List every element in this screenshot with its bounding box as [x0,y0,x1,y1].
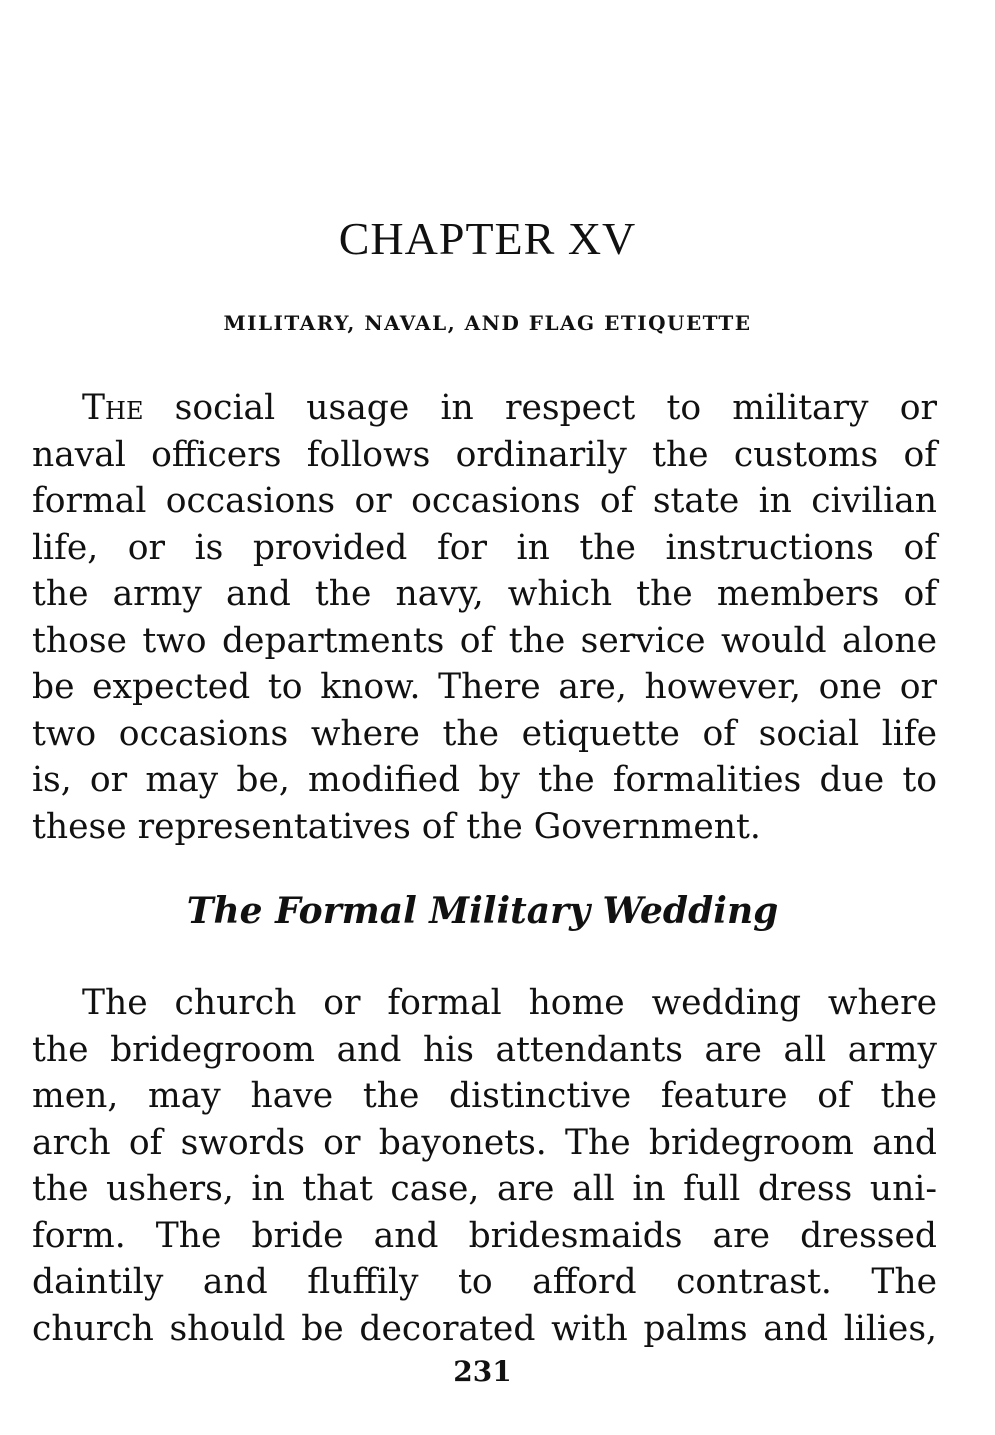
paragraph-line: is, or may be, modified by the formalities due to [32,760,937,800]
paragraph-line: form. The bride and bridesmaids are dressed [32,1215,937,1256]
paragraph-line: naval officers follows ordinarily the customs of [32,434,937,475]
paragraph-intro [32,385,937,850]
paragraph-line: those two departments of the service would alone [32,620,937,661]
paragraph-line: arch of swords or bayonets. The bridegroom and [32,1122,937,1163]
paragraph-line: men, may have the distinctive feature of the [32,1076,937,1116]
paragraph-line: church should be decorated with palms and lilies, [32,1308,937,1349]
paragraph-line: these representatives of the Government. [32,806,761,847]
paragraph-line [32,385,937,432]
paragraph-line: The church or formal home wedding where [82,983,937,1023]
paragraph-line: the army and the navy, which the members of [32,574,937,614]
page-number: 231 [453,1355,512,1388]
paragraph-line: be expected to know. There are, however, one or [32,667,937,707]
chapter-title: CHAPTER XV [338,213,637,264]
paragraph-line: formal occasions or occasions of state in civilian [32,481,937,521]
paragraph-line: two occasions where the etiquette of social life [32,713,937,754]
paragraph-wedding [32,980,937,1352]
paragraph-line: daintily and fluffily to afford contrast. The [32,1262,937,1302]
paragraph-line-text: social usage in respect to military or [143,388,937,428]
chapter-subtitle: MILITARY, NAVAL, AND FLAG ETIQUETTE [223,311,752,335]
paragraph-line: the bridegroom and his attendants are all army [32,1029,937,1070]
drop-lead-word: The [82,388,144,428]
section-heading: The Formal Military Wedding [186,890,779,932]
paragraph-line: the ushers, in that case, are all in full dress uni- [32,1169,937,1209]
paragraph-line: life, or is provided for in the instructions of [32,527,937,568]
